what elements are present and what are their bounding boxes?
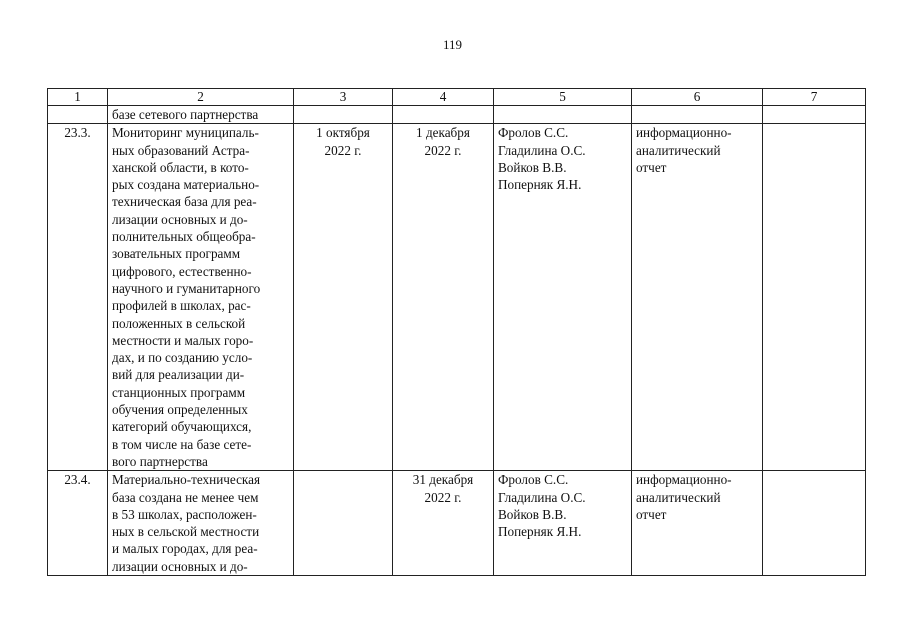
text-line: базе сетевого партнерства [112, 107, 259, 122]
text-line: Поперняк Я.Н. [498, 177, 582, 193]
text-line: ных в сельской местности [112, 524, 260, 540]
text-line: 2022 г. [424, 489, 462, 505]
text-line: 2022 г. [424, 142, 462, 158]
text-line: отчет [636, 506, 667, 522]
responsible-cell [494, 106, 632, 124]
row-number-cell: 23.4. [48, 471, 108, 576]
text-line: Поперняк Я.Н. [498, 524, 582, 540]
text-line: в том числе на базе сете- [112, 436, 252, 452]
text-line: и малых городах, для реа- [112, 541, 258, 557]
text-line: лизации основных и до- [112, 211, 248, 227]
start-date-cell [294, 124, 393, 471]
text-line: Фролов С.С. [498, 472, 569, 488]
column-header: 4 [393, 89, 494, 106]
text-line: Войков В.В. [498, 159, 567, 175]
text-line: Мониторинг муниципаль- [112, 125, 259, 141]
text-line: станционных программ [112, 384, 246, 400]
text-line: зовательных программ [112, 246, 241, 262]
text-line: категорий обучающихся, [112, 419, 252, 435]
table-row [48, 124, 866, 471]
text-line: местности и малых горо- [112, 332, 254, 348]
column-header: 2 [108, 89, 294, 106]
continuation-row [48, 106, 866, 124]
text-line: лизации основных и до- [112, 558, 248, 574]
text-line: 31 декабря [412, 472, 474, 488]
text-line: научного и гуманитарного [112, 280, 261, 296]
text-line: вого партнерства [112, 453, 208, 469]
text-line: Фролов С.С. [498, 125, 569, 141]
text-line: рых создана материально- [112, 177, 260, 193]
header-row [48, 89, 866, 106]
text-line: 2022 г. [324, 142, 362, 158]
column7-cell [763, 124, 866, 471]
result-cell [632, 106, 763, 124]
column-header: 5 [494, 89, 632, 106]
text-line: аналитический [636, 142, 721, 158]
page-number: 119 [442, 37, 463, 52]
text-line: полнительных общеобра- [112, 229, 256, 245]
result-cell [632, 124, 763, 471]
text-line: база создана не менее чем [112, 489, 259, 505]
text-line: Материально-техническая [112, 472, 261, 488]
text-line: цифрового, естественно- [112, 263, 252, 279]
text-line: Гладилина О.С. [498, 142, 586, 158]
text-line: дах, и по созданию усло- [112, 350, 253, 366]
text-line: 1 октября [316, 125, 370, 141]
text-line: Войков В.В. [498, 506, 567, 522]
text-line: положенных в сельской [112, 315, 246, 331]
text-line: вий для реализации ди- [112, 367, 245, 383]
responsible-cell [494, 124, 632, 471]
text-line: обучения определенных [112, 402, 248, 418]
result-cell [632, 471, 763, 576]
row-number-cell: 23.3. [48, 124, 108, 471]
end-date-cell [393, 124, 494, 471]
text-line: информационно- [636, 125, 732, 141]
column-header: 7 [763, 89, 866, 106]
text-line: Гладилина О.С. [498, 489, 586, 505]
row-number-cell [48, 106, 108, 124]
text-line: ных образований Астра- [112, 142, 250, 158]
text-line: в 53 школах, расположен- [112, 506, 257, 522]
start-date-cell [294, 471, 393, 576]
end-date-cell [393, 471, 494, 576]
column-header: 6 [632, 89, 763, 106]
text-line: информационно- [636, 472, 732, 488]
responsible-cell [494, 471, 632, 576]
table-row [48, 471, 866, 576]
text-line: профилей в школах, рас- [112, 298, 251, 314]
text-line: 1 декабря [416, 125, 470, 141]
column-header: 3 [294, 89, 393, 106]
start-date-cell [294, 106, 393, 124]
text-line: ханской области, в кото- [112, 159, 249, 175]
description-cell [108, 471, 294, 576]
plan-table [47, 88, 866, 576]
column7-cell [763, 106, 866, 124]
end-date-cell [393, 106, 494, 124]
column-header: 1 [48, 89, 108, 106]
text-line: аналитический [636, 489, 721, 505]
text-line: техническая база для реа- [112, 194, 257, 210]
description-cell [108, 106, 294, 124]
text-line: отчет [636, 159, 667, 175]
description-cell [108, 124, 294, 471]
column7-cell [763, 471, 866, 576]
